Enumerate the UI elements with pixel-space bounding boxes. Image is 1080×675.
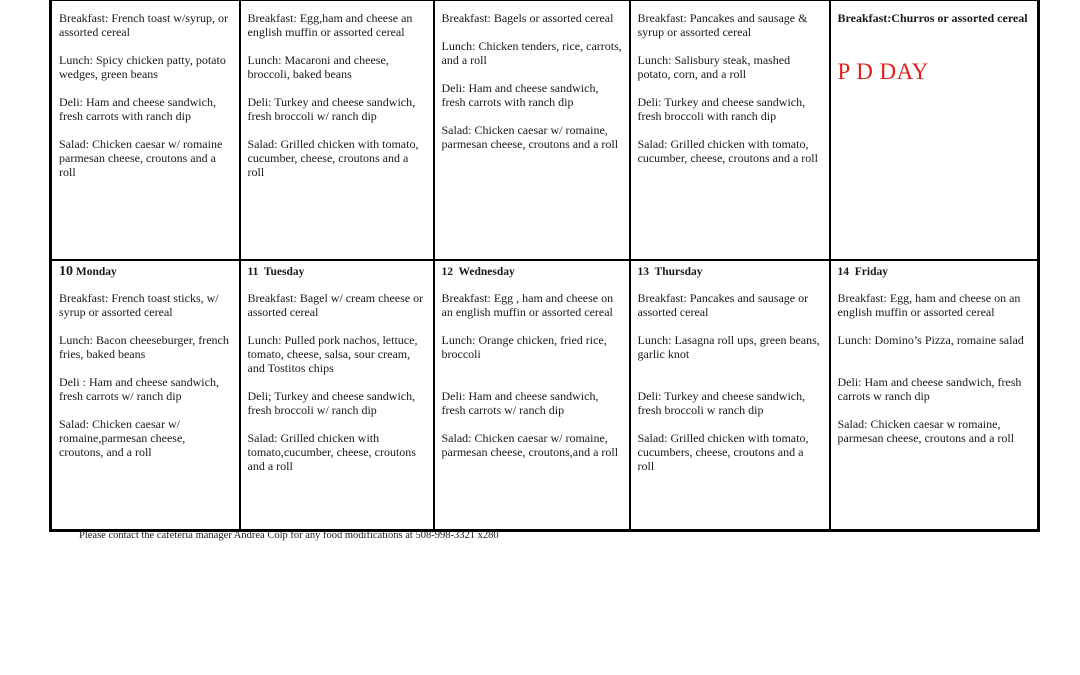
day-header	[59, 265, 233, 279]
salad-text: Salad: Grilled chicken with tomato, cucumber, cheese, croutons and a roll	[637, 137, 818, 165]
day-cell-monday	[51, 260, 240, 531]
breakfast-text: Breakfast: Egg, ham and cheese on an english muffin or assorted cereal	[837, 291, 1021, 319]
week-row-1	[51, 0, 1039, 260]
day-number: 10	[59, 264, 73, 279]
day-name: Tuesday	[263, 266, 305, 278]
day-cell-week1-mon	[51, 0, 240, 260]
breakfast-text: Breakfast: Bagel w/ cream cheese or assorted cereal	[247, 291, 424, 319]
breakfast-text: Breakfast:Churros or assorted cereal	[837, 11, 1028, 25]
breakfast-text: Breakfast: Bagels or assorted cereal	[441, 11, 614, 25]
day-cell-week1-wed	[434, 0, 630, 260]
deli-text: Deli: Turkey and cheese sandwich, fresh broccoli w/ ranch dip	[247, 95, 416, 123]
lunch-text: Lunch: Pulled pork nachos, lettuce, tomato, cheese, salsa, sour cream, and Tostitos chips	[247, 333, 418, 375]
salad-text: Salad: Grilled chicken with tomato, cucumbers, cheese, croutons and a roll	[637, 431, 809, 473]
footer-note: Please contact the cafeteria manager Andrea Colp for any food modifications at 508-998-3321 x280	[79, 530, 499, 541]
deli-text: Deli: Turkey and cheese sandwich, fresh broccoli with ranch dip	[637, 95, 806, 123]
day-name: Thursday	[654, 266, 703, 278]
lunch-text: Lunch: Macaroni and cheese, broccoli, baked beans	[247, 53, 389, 81]
lunch-text: Lunch: Orange chicken, fried rice, broccoli	[441, 333, 607, 361]
salad-text: Salad: Chicken caesar w/ romaine, parmesan cheese, croutons and a roll	[441, 123, 619, 151]
day-cell-week1-tue	[240, 0, 434, 260]
breakfast-text: Breakfast: Egg,ham and cheese an english muffin or assorted cereal	[247, 11, 413, 39]
day-name: Friday	[854, 266, 888, 278]
lunch-text: Lunch: Chicken tenders, rice, carrots, and a roll	[441, 39, 622, 67]
day-header	[838, 265, 1032, 279]
day-name: Monday	[75, 266, 117, 278]
salad-text: Salad: Chicken caesar w romaine, parmesan cheese, croutons and a roll	[837, 417, 1015, 445]
lunch-text: Lunch: Domino’s Pizza, romaine salad	[837, 333, 1024, 347]
day-number: 12	[441, 266, 453, 278]
salad-text: Salad: Chicken caesar w/ romaine parmesan cheese, croutons and a roll	[59, 137, 223, 179]
lunch-text: Lunch: Lasagna roll ups, green beans, garlic knot	[637, 333, 820, 361]
deli-text: Deli: Ham and cheese sandwich, fresh carrots with ranch dip	[59, 95, 216, 123]
day-number: 13	[637, 266, 649, 278]
deli-text: Deli: Turkey and cheese sandwich, fresh broccoli w ranch dip	[637, 389, 806, 417]
salad-text: Salad: Grilled chicken with tomato,cucumber, cheese, croutons and a roll	[247, 431, 416, 473]
day-cell-tuesday	[240, 260, 434, 531]
day-cell-week1-fri	[830, 0, 1039, 260]
lunch-text: Lunch: Bacon cheeseburger, french fries, baked beans	[59, 333, 229, 361]
day-number: 11	[247, 266, 259, 278]
day-header	[248, 265, 427, 279]
menu-calendar	[49, 0, 1040, 532]
salad-text: Salad: Grilled chicken with tomato, cucumber, cheese, croutons and a roll	[247, 137, 419, 179]
lunch-text: Lunch: Salisbury steak, mashed potato, corn, and a roll	[637, 53, 791, 81]
breakfast-text: Breakfast: French toast sticks, w/ syrup or assorted cereal	[59, 291, 219, 319]
deli-text: Deli: Ham and cheese sandwich, fresh carrots w/ ranch dip	[441, 389, 599, 417]
salad-text: Salad: Chicken caesar w/ romaine, parmesan cheese, croutons,and a roll	[441, 431, 619, 459]
breakfast-text: Breakfast: Pancakes and sausage or assorted cereal	[637, 291, 809, 319]
day-cell-thursday	[630, 260, 830, 531]
day-cell-wednesday	[434, 260, 630, 531]
day-cell-week1-thu	[630, 0, 830, 260]
day-cell-friday	[830, 260, 1039, 531]
breakfast-text: Breakfast: Pancakes and sausage & syrup or assorted cereal	[637, 11, 808, 39]
salad-text: Salad: Chicken caesar w/ romaine,parmesan cheese, croutons, and a roll	[59, 417, 186, 459]
day-header	[638, 265, 823, 279]
day-name: Wednesday	[458, 266, 515, 278]
day-number: 14	[837, 266, 849, 278]
deli-text: Deli : Ham and cheese sandwich, fresh carrots w/ ranch dip	[59, 375, 219, 403]
day-header	[442, 265, 623, 279]
week-row-2	[51, 260, 1039, 531]
breakfast-text: Breakfast: Egg , ham and cheese on an english muffin or assorted cereal	[441, 291, 614, 319]
pd-day-notice: P D DAY	[837, 59, 929, 84]
deli-text: Deli: Ham and cheese sandwich, fresh carrots with ranch dip	[441, 81, 599, 109]
lunch-text: Lunch: Spicy chicken patty, potato wedges, green beans	[59, 53, 226, 81]
deli-text: Deli; Turkey and cheese sandwich, fresh broccoli w/ ranch dip	[247, 389, 416, 417]
deli-text: Deli: Ham and cheese sandwich, fresh carrots w ranch dip	[837, 375, 1022, 403]
breakfast-text: Breakfast: French toast w/syrup, or assorted cereal	[59, 11, 228, 39]
